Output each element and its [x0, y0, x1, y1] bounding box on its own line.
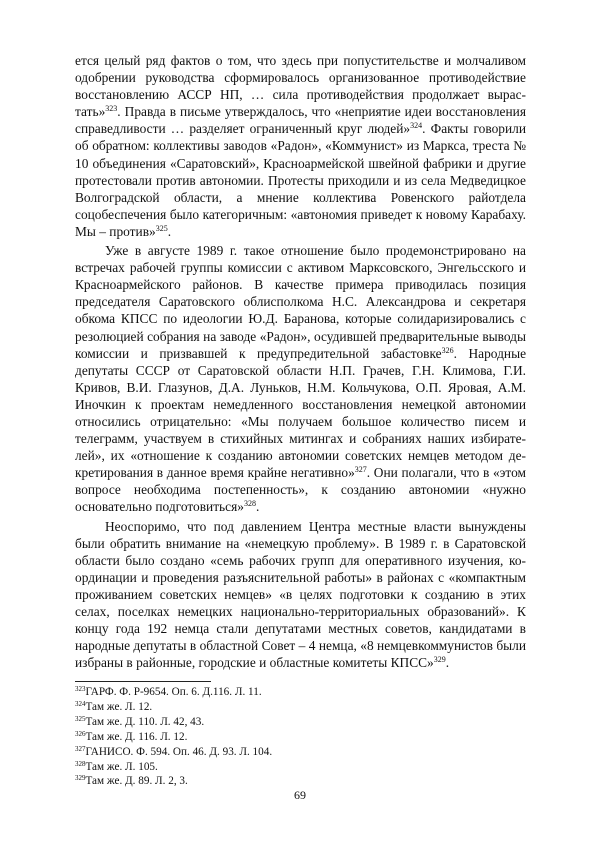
footnote-number: 329: [75, 774, 86, 783]
text-run: Уже в августе 1989 г. такое отношение было продемонстрировано на встречах рабочей группы комиссии с активом Марксовского, Энгельсского и Красноармейского районов. В качестве примера приводилась позиция председателя Саратовского облисполкома Н.С. Александрова и секретаря обкома КПСС по идеологии Ю.Д. Баранова, которые солидаризировались с резолюцией собрания на заводе «Радон», осудившей предварительные выводы комиссии и призвавшей к предупредительной забастовке: [75, 243, 526, 361]
page-number: 69: [294, 788, 306, 802]
text-run: . Они полагали, что в «этом вопросе необходима постепенность», к созданию автономии «нужно основательно подготовиться»: [75, 465, 526, 515]
footnote: [75, 730, 526, 745]
footnote: [75, 760, 526, 775]
footnote-text: Там же. Д. 110. Л. 42, 43.: [85, 715, 205, 728]
footnotes: [75, 685, 526, 789]
footnote-ref: 323: [105, 104, 118, 114]
footnote-number: 323: [75, 685, 86, 693]
footnote-ref: 324: [410, 121, 423, 131]
footnote: [75, 715, 526, 730]
footnote: [75, 685, 526, 700]
footnote-text: Там же. Л. 12.: [85, 700, 153, 713]
footnote-text: Там же. Д. 89. Л. 2, 3.: [85, 775, 188, 788]
text-run: ется целый ряд фактов о том, что здесь при попустительстве и молчаливом одобрении руководства сформировалось организованное противодействие восстановлению АССР НП, … сила противодействия продолжает вырастать»: [75, 53, 526, 120]
footnote-text: ГАРФ. Ф. Р-9654. Оп. 6. Д.116. Л. 11.: [85, 686, 262, 698]
footnote-number: 327: [75, 744, 86, 753]
main-text: [75, 52, 526, 671]
footnote-ref: 325: [155, 223, 168, 233]
footnote-number: 328: [75, 759, 86, 768]
footnote-number: 324: [75, 699, 86, 708]
footnote-text: ГАНИСО. Ф. 594. Оп. 46. Д. 93. Л. 104.: [85, 745, 273, 758]
footnote-ref: 326: [441, 345, 454, 355]
text-run: .: [167, 223, 172, 239]
text-run: . Факты говорили об обратном: коллективы заводов «Радон», «Коммунист» из Маркса, треста № 10 объединения «Саратовский», Красноармейской швейной фабрики и другие протестовали против автономии. Протесты приходили и из села Медведицкое Волгоградской области, а мнение коллектива Ровенского райотдела соцобеспечения было категоричным: «автономия приведет к новому Карабаху. Мы – против»: [75, 121, 526, 239]
text-run: .: [255, 499, 260, 515]
text-run: Неоспоримо, что под давлением Центра местные власти вынуждены были обратить внимание на «немецкую проблему». В 1989 г. в Саратовской области было создано «семь рабочих групп для оперативного изучения, координации и проведения разъяснительной работы» в районах с «компактным проживанием советских немцев» «в целях подготовки к созданию в этих селах, поселках немецких национально-территориальных образований». К концу года 192 немца стали депутатами местных советов, кандидатами в народные депутаты в областной Совет – 4 немца, «8 немцевкоммунистов были избраны в районные, городские и областные комитеты КПСС»: [75, 518, 526, 671]
paragraph: [75, 242, 526, 516]
footnote-separator: [75, 681, 211, 682]
paragraph: [75, 52, 526, 240]
text-run: . Народные депутаты СССР от Саратовской области Н.П. Грачев, Г.Н. Климова, Г.И. Кривов, В.И. Глазунов, Д.А. Луньков, Н.М. Кольчукова, О.П. Яровая, А.М. Иночкин к проектам немедленного восстановления немецкой автономии относились отрицательно: «Мы получаем большое количество писем и телеграмм, участвуем в стихийных митингах и собраниях наших избирателей», их «отношение к созданию автономии советских немцев методом декретирования в данное время крайне негативно»: [75, 345, 527, 481]
text-run: .: [445, 655, 450, 671]
text-run: . Правда в письме утверждалось, что «неприятие идеи восстановления справедливости … разделяет ограниченный круг людей»: [75, 104, 526, 137]
footnote-number: 326: [75, 729, 86, 738]
footnote: [75, 745, 526, 760]
footnote-ref: 328: [243, 499, 256, 509]
footnote-text: Там же. Л. 105.: [85, 760, 158, 773]
paragraph: [75, 518, 526, 672]
footnote-number: 325: [75, 714, 86, 723]
footnote-ref: 329: [433, 655, 446, 665]
footnote: [75, 700, 526, 715]
footnote-text: Там же. Д. 116. Л. 12.: [85, 730, 188, 743]
footnote-ref: 327: [354, 465, 367, 475]
